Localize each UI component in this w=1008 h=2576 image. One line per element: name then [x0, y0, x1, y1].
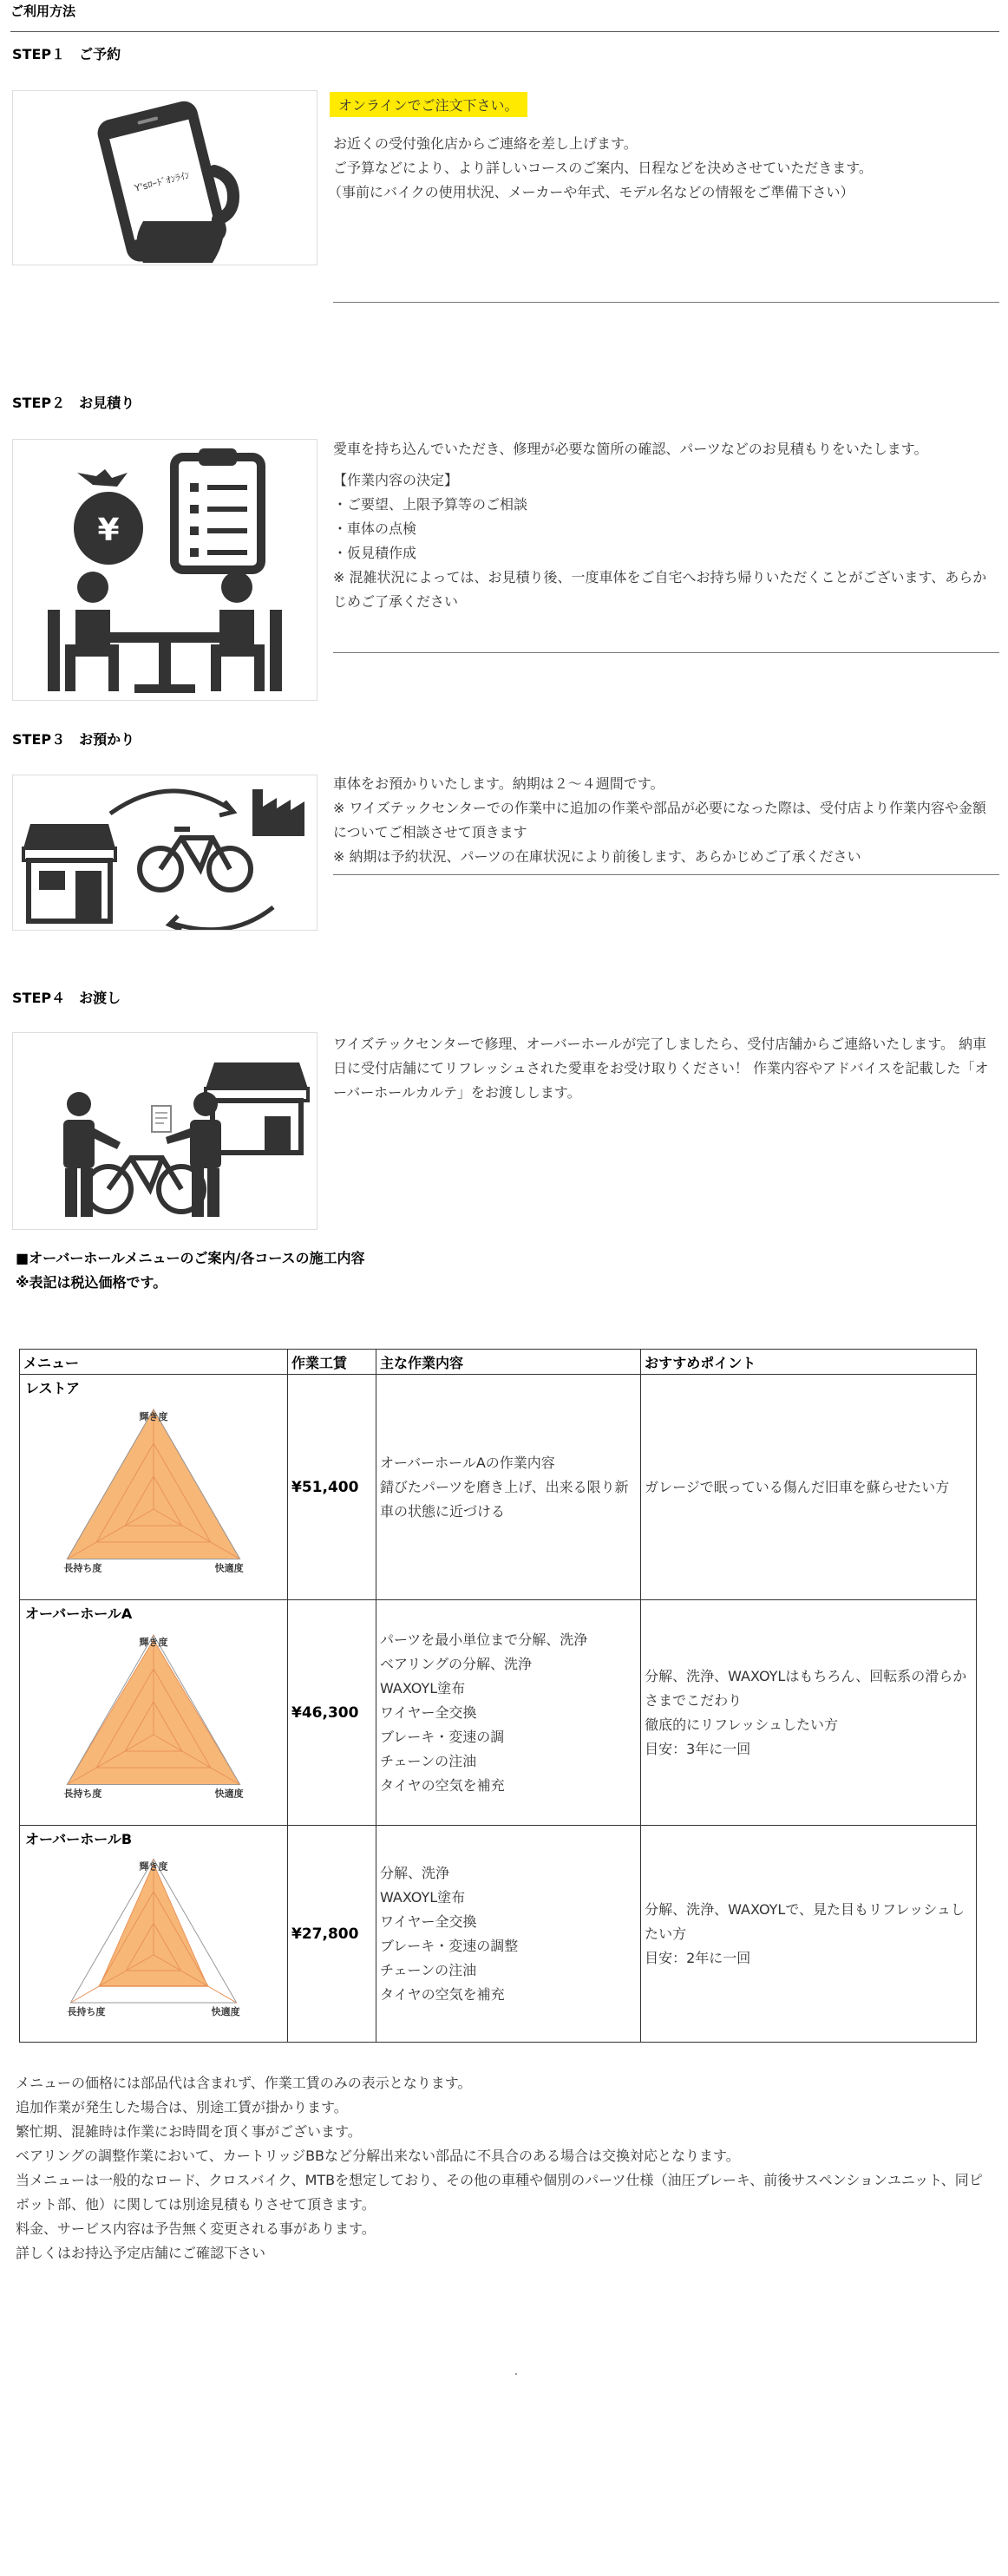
- menu-cell: [20, 1600, 288, 1826]
- radar-label-durability: 長持ち度: [63, 1562, 102, 1574]
- course-price: ¥27,800: [291, 1925, 359, 1943]
- work-cell: [376, 1600, 640, 1826]
- overhaul-menu-table: [19, 1349, 977, 2043]
- column-header: メニュー: [20, 1350, 288, 1375]
- footer-line: 詳しくはお持込予定店舗にご確認下さい: [16, 2245, 266, 2261]
- footer-line: 追加作業が発生した場合は、別途工賃が掛かります。: [16, 2099, 348, 2115]
- work-item: 錆びたパーツを磨き上げ、出来る限り新車の状態に近づける: [379, 1478, 629, 1520]
- course-name: オーバーホールA: [25, 1605, 133, 1622]
- points-cell: [641, 1600, 977, 1826]
- point-item: 徹底的にリフレッシュしたい方: [645, 1716, 838, 1733]
- table-row: [20, 1600, 977, 1826]
- work-item: オーバーホールAの作業内容: [379, 1454, 555, 1471]
- shop-icon: [23, 824, 115, 921]
- work-item: ワイヤー全交換: [379, 1912, 477, 1930]
- step3-divider: [333, 874, 999, 875]
- bicycle-icon: [140, 829, 251, 890]
- bicycle-icon: [86, 1158, 204, 1212]
- step2-line: ・仮見積作成: [333, 545, 417, 561]
- work-cell: [376, 1375, 640, 1600]
- page-title: ご利用方法: [10, 3, 76, 19]
- radar-chart: [20, 1600, 287, 1817]
- radar-label-durability: 長持ち度: [67, 2006, 106, 2017]
- radar-label-comfort: 快適度: [211, 2006, 240, 2017]
- footer-line: 繁忙期、混雑時は作業にお時間を頂く事がございます。: [16, 2123, 362, 2140]
- point-item: 目安：2年に一回: [645, 1949, 751, 1966]
- work-item: タイヤの空気を補充: [379, 1776, 505, 1794]
- bike-delivery-icon: [13, 775, 317, 930]
- point-item: 目安：3年に一回: [645, 1740, 751, 1757]
- course-price: ¥51,400: [291, 1478, 359, 1496]
- smartphone-icon: [13, 91, 317, 265]
- money-bag-icon: [74, 469, 143, 565]
- step2-image: [12, 439, 317, 701]
- price-cell: [288, 1600, 376, 1826]
- consultation-icon: [13, 440, 317, 700]
- factory-icon: [252, 789, 304, 836]
- point-item: 分解、洗浄、WAXOYLで、見た目もリフレッシュしたい方: [645, 1900, 965, 1942]
- work-item: ブレーキ・変速の調: [379, 1728, 505, 1745]
- footer-line: 当メニューは一般的なロード、クロスバイク、MTBを想定しており、その他の車種や個別のパーツ仕様（油圧ブレーキ、前後サスペンションユニット、同ピボット部、他）に関しては別途見積もりさせて頂きます。: [16, 2172, 983, 2213]
- step4-heading: STEP４ お渡し: [12, 990, 121, 1006]
- person-right-icon: [166, 1092, 221, 1217]
- footer-line: 料金、サービス内容は予告無く変更される事があります。: [16, 2220, 376, 2237]
- step1-image: [12, 90, 317, 265]
- people-at-table-icon: [48, 572, 282, 693]
- work-item: ワイヤー全交換: [379, 1703, 477, 1721]
- table-row: [20, 1826, 977, 2043]
- point-item: 分解、洗浄、WAXOYLはもちろん、回転系の滑らかさまでこだわり: [645, 1667, 967, 1709]
- step3-line: 車体をお預かりいたします。納期は２～４週間です。: [333, 775, 664, 792]
- tax-note: ※表記は税込価格です。: [16, 1274, 167, 1291]
- step2-line: ・車体の点検: [333, 520, 417, 537]
- person-left-icon: [63, 1092, 121, 1217]
- document-icon: [152, 1106, 171, 1132]
- step1-line: お近くの受付強化店からご連絡を差し上げます。: [333, 135, 638, 152]
- price-cell: [288, 1826, 376, 2043]
- radar-chart: [20, 1826, 287, 2034]
- course-name: レストア: [25, 1380, 81, 1396]
- svg-text:¥: ¥: [97, 513, 120, 548]
- separator-dot: [515, 2373, 517, 2375]
- menu-cell: [20, 1375, 288, 1600]
- radar-label-comfort: 快適度: [214, 1562, 244, 1574]
- step2-divider: [333, 652, 999, 653]
- column-header: おすすめポイント: [641, 1350, 977, 1375]
- step2-line: 愛車を持ち込んでいただき、修理が必要な箇所の確認、パーツなどのお見積もりをいたします。: [333, 441, 928, 457]
- step3-line: ※ 納期は予約状況、パーツの在庫状況により前後します、あらかじめご了承ください: [333, 848, 861, 865]
- radar-label-comfort: 快適度: [214, 1788, 244, 1800]
- step3-text: [333, 772, 998, 869]
- step1-divider: [333, 302, 999, 303]
- radar-label-shine: 輝き度: [139, 1637, 168, 1648]
- phone-label: Y'sﾛｰﾄﾞｵﾝﾗｲﾝ: [133, 169, 191, 194]
- step2-line: 【作業内容の決定】: [333, 472, 459, 488]
- work-item: 分解、洗浄: [379, 1864, 449, 1881]
- footer-line: ベアリングの調整作業において、カートリッジBBなど分解出来ない部品に不具合のある場合は交換対応となります。: [16, 2148, 740, 2164]
- column-header: 主な作業内容: [376, 1350, 640, 1375]
- footer-line: メニューの価格には部品代は含まれず、作業工賃のみの表示となります。: [16, 2075, 472, 2091]
- work-item: WAXOYL塗布: [379, 1888, 466, 1906]
- step1-heading: STEP１ ご予約: [12, 46, 121, 62]
- step4-image: [12, 1032, 317, 1230]
- work-item: チェーンの注油: [379, 1961, 477, 1978]
- points-cell: [641, 1375, 977, 1600]
- step4-text: [333, 1032, 998, 1105]
- radar-label-shine: 輝き度: [139, 1411, 168, 1422]
- footer-notes: [16, 2071, 996, 2265]
- price-cell: [288, 1375, 376, 1600]
- step3-heading: STEP３ お預かり: [12, 731, 135, 748]
- course-name: オーバーホールB: [25, 1831, 133, 1847]
- point-item: ガレージで眠っている傷んだ旧車を蘇らせたい方: [645, 1478, 950, 1495]
- work-item: WAXOYL塗布: [379, 1679, 466, 1697]
- step2-line: ・ご要望、上限予算等のご相談: [333, 496, 528, 513]
- radar-label-durability: 長持ち度: [63, 1788, 102, 1800]
- table-header-row: [20, 1350, 977, 1375]
- work-item: ブレーキ・変速の調整: [379, 1937, 519, 1954]
- step4-line: ワイズテックセンターで修理、オーバーホールが完了しましたら、受付店舗からご連絡いたします。 納車日に受付店舗にてリフレッシュされた愛車をお受け取りください！ 作業内容やアドバイスを記載した「オーバーホールカルテ」をお渡しします。: [333, 1036, 989, 1101]
- radar-chart: [20, 1375, 287, 1592]
- clipboard-icon: [174, 448, 261, 570]
- points-cell: [641, 1826, 977, 2043]
- column-header: 作業工賃: [288, 1350, 376, 1375]
- handover-icon: [13, 1033, 317, 1229]
- step2-text: [333, 437, 998, 614]
- step3-image: [12, 775, 317, 931]
- work-item: パーツを最小単位まで分解、洗浄: [379, 1631, 588, 1648]
- radar-label-shine: 輝き度: [139, 1860, 168, 1873]
- step2-heading: STEP２ お見積り: [12, 395, 135, 411]
- menu-cell: [20, 1826, 288, 2043]
- step1-line: （事前にバイクの使用状況、メーカーや年式、モデル名などの情報をご準備下さい）: [328, 184, 854, 200]
- work-cell: [376, 1826, 640, 2043]
- course-price: ¥46,300: [291, 1703, 359, 1722]
- step3-line: ※ ワイズテックセンターでの作業中に追加の作業や部品が必要になった際は、受付店より作業内容や金額についてご相談させて頂きます: [333, 800, 986, 840]
- table-row: [20, 1375, 977, 1600]
- online-order-highlight: オンラインでご注文下さい。: [330, 92, 527, 117]
- step1-text: [328, 132, 992, 205]
- step1-line: ご予算などにより、より詳しいコースのご案内、日程などを決めさせていただきます。: [333, 160, 873, 176]
- title-divider: [10, 31, 999, 32]
- menu-section-title: ■オーバーホールメニューのご案内/各コースの施工内容: [16, 1250, 365, 1266]
- step2-line: ※ 混雑状況によっては、お見積り後、一度車体をご自宅へお持ち帰りいただくことがございます、あらかじめご了承ください: [333, 569, 987, 610]
- work-item: ベアリングの分解、洗浄: [379, 1655, 532, 1672]
- work-item: タイヤの空気を補充: [379, 1985, 505, 2003]
- work-item: チェーンの注油: [379, 1752, 477, 1769]
